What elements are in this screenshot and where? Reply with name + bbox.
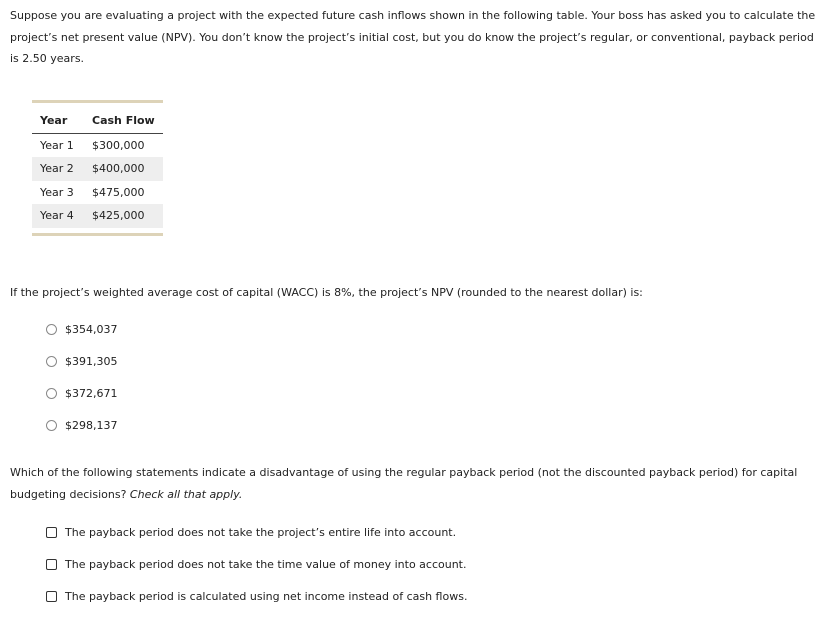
table-row <box>32 204 163 228</box>
option-label: $372,671 <box>65 386 118 400</box>
table-row <box>32 157 163 181</box>
checkbox[interactable] <box>46 527 57 538</box>
option-label: $391,305 <box>65 354 118 368</box>
table-row <box>32 181 163 205</box>
option-label: The payback period does not take the project’s entire life into account. <box>65 525 457 539</box>
table-header-row <box>32 109 163 133</box>
table-row <box>32 133 163 157</box>
npv-option-2[interactable] <box>46 353 118 369</box>
header-cash-flow: Cash Flow <box>92 109 163 133</box>
payback-question-text: Which of the following statements indicate a disadvantage of using the regular payback period (not the discounted payback period) for capital budgeting decisions? <box>10 466 798 501</box>
payback-option-3[interactable] <box>46 588 467 604</box>
cash-flow-cell: $400,000 <box>92 157 163 181</box>
checkbox[interactable] <box>46 591 57 602</box>
cash-flow-table <box>32 100 163 236</box>
npv-option-1[interactable] <box>46 321 118 337</box>
checkbox[interactable] <box>46 559 57 570</box>
header-year: Year <box>32 109 92 133</box>
radio-button[interactable] <box>46 388 57 399</box>
cash-flow-cell: $300,000 <box>92 138 145 152</box>
option-label: $354,037 <box>65 322 118 336</box>
intro-paragraph: Suppose you are evaluating a project with the expected future cash inflows shown in the following table. Your boss has asked you to calculate the project’s net present value (NPV). You don’t know the project’s initial cost, but you do know the project’s regular, or conventional, payback period is 2.50 years. <box>10 9 816 65</box>
option-label: The payback period does not take the time value of money into account. <box>65 557 467 571</box>
radio-button[interactable] <box>46 356 57 367</box>
payback-question <box>10 462 825 506</box>
payback-instruction: Check all that apply. <box>129 488 243 501</box>
npv-option-4[interactable] <box>46 417 118 433</box>
year-cell: Year 4 <box>32 204 92 228</box>
year-cell: Year 2 <box>32 157 92 181</box>
payback-option-2[interactable] <box>46 556 467 572</box>
cash-flow-cell: $475,000 <box>92 185 145 199</box>
option-label: The payback period is calculated using net income instead of cash flows. <box>65 589 468 603</box>
npv-option-3[interactable] <box>46 385 118 401</box>
year-cell: Year 3 <box>40 185 74 199</box>
option-label: $298,137 <box>65 418 118 432</box>
cash-flow-cell: $425,000 <box>92 204 163 228</box>
payback-option-1[interactable] <box>46 524 456 540</box>
npv-question: If the project’s weighted average cost of capital (WACC) is 8%, the project’s NPV (rounded to the nearest dollar) is: <box>10 286 643 299</box>
year-cell: Year 1 <box>40 138 74 152</box>
radio-button[interactable] <box>46 324 57 335</box>
radio-button[interactable] <box>46 420 57 431</box>
